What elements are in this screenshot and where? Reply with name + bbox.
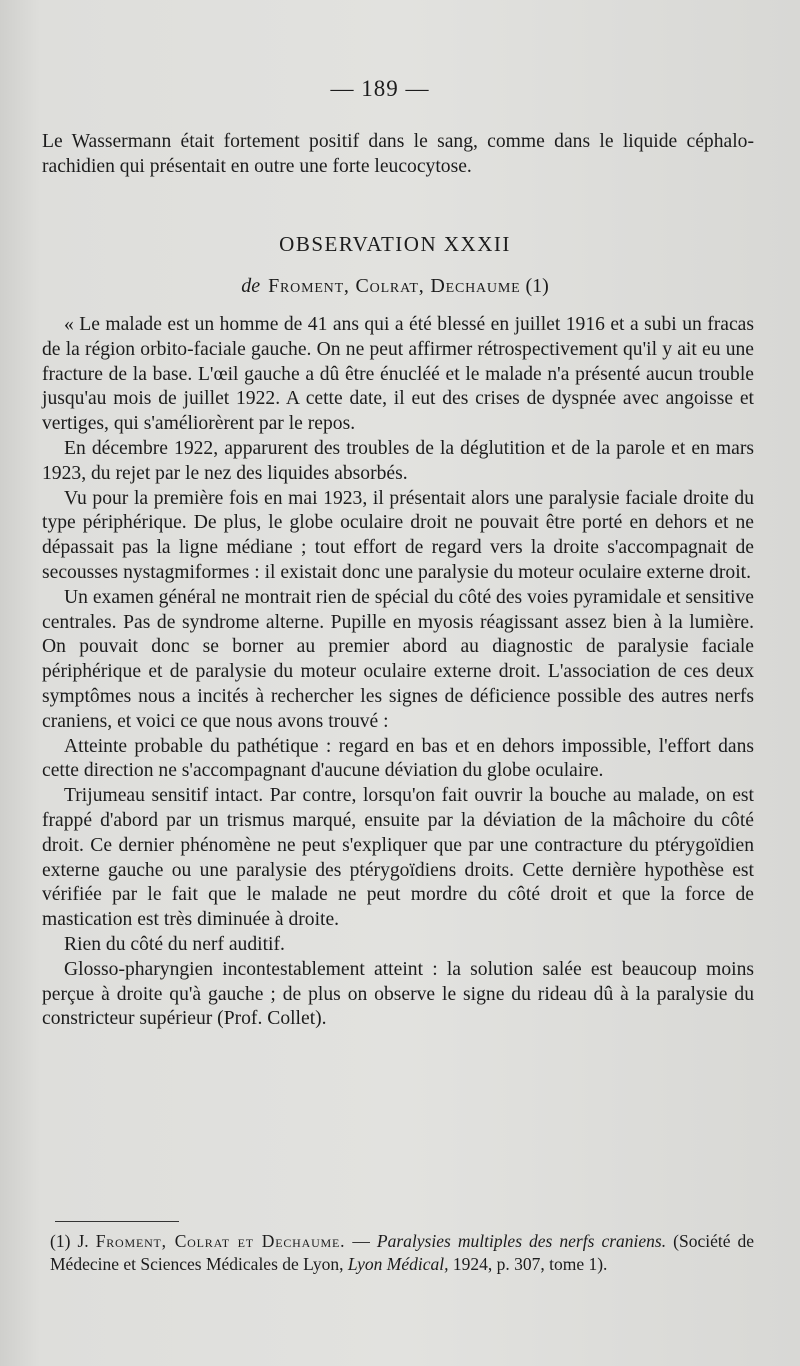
paragraph: Un examen général ne montrait rien de spécial du côté des voies pyramidale et sensitive centrales. Pas de syndrome alterne. Pupille en myosis réagissant assez bien à la lumière. On pouvait donc se borner au premier abord au diagnostic de paralysie faciale périphérique et de paralysie du moteur oculaire externe droit. L'association de ces deux symptômes nous a incités à rechercher les signes de déficience possible des autres nerfs craniens, et voici ce que nous avons trouvé : [42, 586, 754, 732]
footnote-source: (Société de Médecine et Sciences Médicales de Lyon, [50, 1231, 755, 1274]
paragraph: Trijumeau sensitif intact. Par contre, lorsqu'on fait ouvrir la bouche au malade, on est frappé d'abord par un trismus marqué, ensuite par la déviation de la mâchoire du côté droit. Ce dernier phénomène ne peut s'expliquer que par une contracture du ptérygoïdien externe gauche ou une paralysie des ptérygoïdiens droits. Cette dernière hypothèse est vérifiée par le fait que le malade ne peut mordre du côté droit et que la force de mastication est très diminuée à droite. [42, 785, 754, 931]
lead-paragraph: Le Wassermann était fortement positif dans le sang, comme dans le liquide céphalo-rachidien qui présentait en outre une forte leucocytose. [42, 131, 754, 177]
paragraph: En décembre 1922, apparurent des troubles de la déglutition et de la parole et en mars 1923, du rejet par le nez des liquides absorbés. [42, 437, 754, 484]
page-number: — 189 — [330, 76, 430, 101]
footnote-journal: Lyon Médical, [347, 1254, 449, 1274]
paragraph: Atteinte probable du pathétique : regard en bas et en dehors impossible, l'effort dans cette direction ne s'accompagnant d'aucune déviation du globe oculaire. [42, 735, 754, 782]
paragraph: « Le malade est un homme de 41 ans qui a été blessé en juillet 1916 et a subi un fracas de la région orbito-faciale gauche. On ne peut affirmer rétrospectivement qu'il y ait eu une fracture de la base. L'œil gauche a dû être énucléé et le malade n'a présenté aucun trouble jusqu'au mois de juillet 1922. A cette date, il eut des crises de dyspnée avec angoisse et vertiges, qui s'améliorèrent par le repos. [42, 314, 754, 435]
footnote [50, 1230, 754, 1276]
paragraph: Glosso-pharyngien incontestablement atteint : la solution salée est beaucoup moins perçue à droite qu'à gauche ; de plus on observe le signe du rideau dû à la paralysie du constricteur supérieur (Prof. Collet). [42, 958, 754, 1030]
footnote-dash: — [352, 1231, 370, 1251]
footnote-divider [55, 1221, 179, 1222]
authors-prefix: de [241, 275, 261, 297]
footnote-authors: Froment, Colrat et Dechaume. [95, 1231, 346, 1251]
observation-body [42, 313, 754, 1032]
paragraph: Vu pour la première fois en mai 1923, il présentait alors une paralysie faciale droite du type périphérique. De plus, le globe oculaire droit ne pouvait être porté en dehors et ne dépassait pas la ligne médiane ; tout effort de regard vers la droite s'accompagnait de secousses nystagmiformes : il existait donc une paralysie du moteur oculaire externe droit. [42, 487, 754, 583]
footnote-reference: (1) [525, 275, 549, 297]
footnote-details: 1924, p. 307, tome 1). [452, 1254, 608, 1274]
observation-title: OBSERVATION XXXII [279, 232, 511, 256]
observation-authors [0, 275, 790, 298]
authors-names: Froment, Colrat, Dechaume [268, 275, 521, 297]
paragraph: Rien du côté du nerf auditif. [64, 933, 285, 955]
lead-paragraph-block [42, 130, 754, 180]
footnote-ref: (1) J. [50, 1231, 89, 1251]
footnote-title: Paralysies multiples des nerfs craniens. [376, 1231, 667, 1251]
